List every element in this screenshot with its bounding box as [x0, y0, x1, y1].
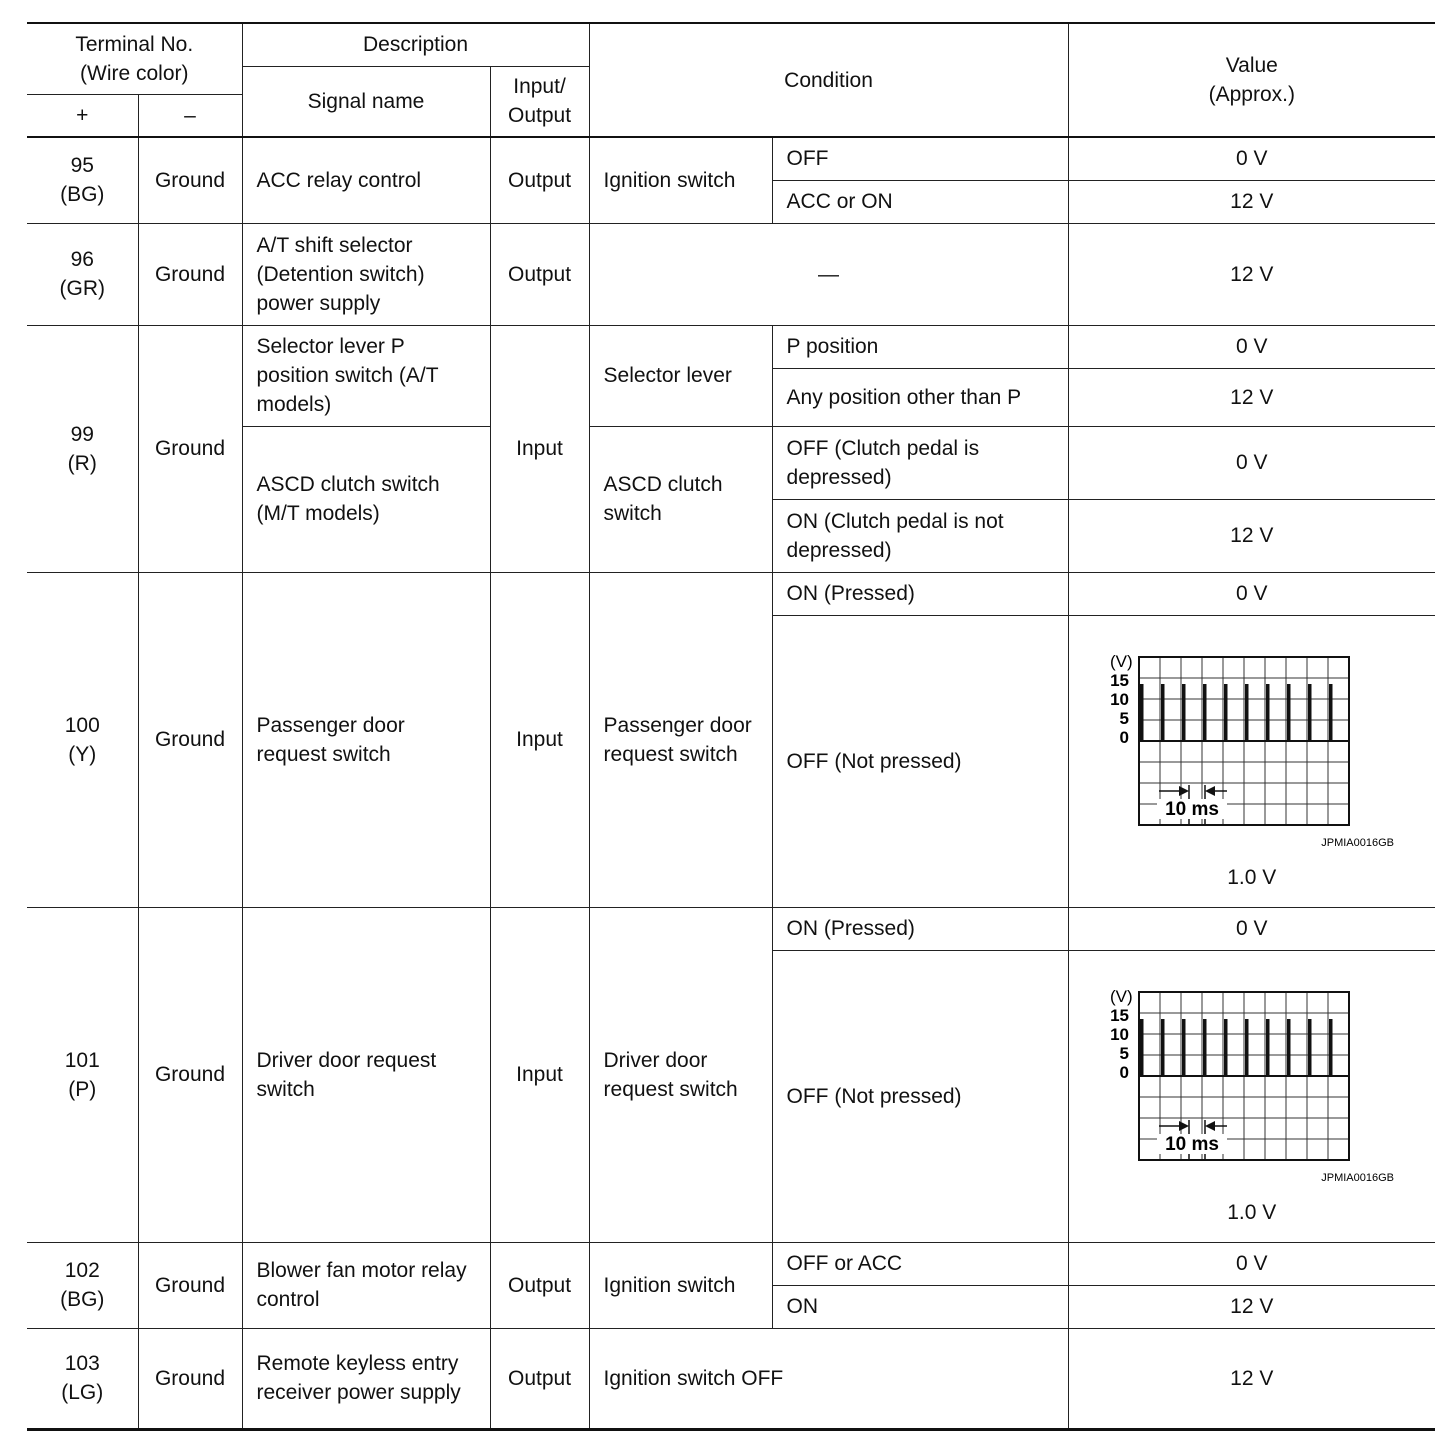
subcondition-cell: OFF [772, 137, 1068, 180]
ground-cell: Ground [138, 325, 242, 572]
value-cell: 0 V [1068, 325, 1435, 368]
tick-label: 10 [1109, 689, 1129, 709]
signal-cell: Driver door request switch [242, 907, 490, 1242]
figure-code: JPMIA0016GB [1320, 836, 1394, 849]
value-cell: 12 V [1068, 180, 1435, 223]
terminal-cell: 103 (LG) [27, 1328, 138, 1429]
subcondition-cell: ON (Clutch pedal is not depressed) [772, 499, 1068, 572]
table-row [27, 325, 1435, 368]
condition-cell: ASCD clutch switch [589, 426, 772, 572]
subcondition-cell: Any position other than P [772, 368, 1068, 426]
waveform-value-cell [1068, 615, 1435, 907]
condition-cell: — [589, 223, 1068, 325]
condition-cell: Driver door request switch [589, 907, 772, 1242]
table-row [27, 137, 1435, 180]
table-row [27, 1242, 1435, 1285]
condition-cell: Ignition switch [589, 137, 772, 223]
table-row [27, 572, 1435, 615]
plus-header: + [27, 94, 138, 137]
signal-cell: Passenger door request switch [242, 572, 490, 907]
value-cell: 12 V [1068, 1285, 1435, 1328]
subcondition-cell: OFF or ACC [772, 1242, 1068, 1285]
io-cell: Output [490, 1242, 589, 1328]
arrow-head-left-icon [1205, 1121, 1215, 1131]
value-text: 1.0 V [1227, 865, 1277, 889]
io-cell: Output [490, 137, 589, 223]
time-label: 10 ms [1164, 798, 1219, 820]
subcondition-cell: P position [772, 325, 1068, 368]
subcondition-cell: OFF (Not pressed) [772, 615, 1068, 907]
subcondition-cell: OFF (Not pressed) [772, 950, 1068, 1242]
signal-cell: Remote keyless entry receiver power supply [242, 1328, 490, 1429]
minus-header: – [138, 94, 242, 137]
tick-label: 0 [1119, 727, 1129, 747]
subcondition-cell: ON (Pressed) [772, 907, 1068, 950]
signal-cell: ASCD clutch switch (M/T models) [242, 426, 490, 572]
waveform-graph [1109, 653, 1409, 849]
figure-code: JPMIA0016GB [1320, 1171, 1394, 1184]
unit-label: (V) [1109, 652, 1133, 671]
condition-cell: Ignition switch OFF [589, 1328, 1068, 1429]
signal-cell: Selector lever P position switch (A/T models) [242, 325, 490, 426]
terminal-table [27, 22, 1435, 1431]
signal-name-header: Signal name [242, 66, 490, 137]
tick-label: 5 [1119, 708, 1129, 728]
value-cell: 12 V [1068, 1328, 1435, 1429]
ground-cell: Ground [138, 1242, 242, 1328]
tick-label: 15 [1109, 1005, 1129, 1025]
value-cell: 0 V [1068, 137, 1435, 180]
value-text: 1.0 V [1227, 1200, 1277, 1224]
io-cell: Output [490, 223, 589, 325]
signal-cell: Blower fan motor relay control [242, 1242, 490, 1328]
terminal-cell: 100 (Y) [27, 572, 138, 907]
value-header: Value (Approx.) [1068, 23, 1435, 137]
arrow-head-right-icon [1179, 786, 1189, 796]
ground-cell: Ground [138, 907, 242, 1242]
table-row [27, 223, 1435, 325]
terminal-header: Terminal No. (Wire color) [27, 23, 242, 94]
terminal-cell: 102 (BG) [27, 1242, 138, 1328]
terminal-cell: 101 (P) [27, 907, 138, 1242]
ground-cell: Ground [138, 1328, 242, 1429]
condition-cell: Ignition switch [589, 1242, 772, 1328]
io-header: Input/ Output [490, 66, 589, 137]
table-row [27, 907, 1435, 950]
terminal-cell: 99 (R) [27, 325, 138, 572]
tick-label: 0 [1119, 1062, 1129, 1082]
value-cell: 12 V [1068, 223, 1435, 325]
io-cell: Input [490, 572, 589, 907]
table-row [27, 1328, 1435, 1429]
time-label: 10 ms [1164, 1133, 1219, 1155]
terminal-cell: 95 (BG) [27, 137, 138, 223]
condition-header: Condition [589, 23, 1068, 137]
value-cell: 0 V [1068, 426, 1435, 499]
value-cell: 12 V [1068, 368, 1435, 426]
value-cell: 0 V [1068, 572, 1435, 615]
description-header: Description [242, 23, 589, 66]
subcondition-cell: ACC or ON [772, 180, 1068, 223]
value-cell: 0 V [1068, 1242, 1435, 1285]
ground-cell: Ground [138, 137, 242, 223]
io-cell: Input [490, 907, 589, 1242]
waveform-graph [1109, 988, 1409, 1184]
signal-cell: ACC relay control [242, 137, 490, 223]
ground-cell: Ground [138, 223, 242, 325]
signal-cell: A/T shift selector (Detention switch) power supply [242, 223, 490, 325]
io-cell: Output [490, 1328, 589, 1429]
arrow-head-left-icon [1205, 786, 1215, 796]
tick-label: 5 [1119, 1043, 1129, 1063]
ground-cell: Ground [138, 572, 242, 907]
arrow-head-right-icon [1179, 1121, 1189, 1131]
io-cell: Input [490, 325, 589, 572]
subcondition-cell: ON [772, 1285, 1068, 1328]
value-cell: 12 V [1068, 499, 1435, 572]
unit-label: (V) [1109, 987, 1133, 1006]
waveform-value-cell [1068, 950, 1435, 1242]
terminal-cell: 96 (GR) [27, 223, 138, 325]
subcondition-cell: ON (Pressed) [772, 572, 1068, 615]
subcondition-cell: OFF (Clutch pedal is depressed) [772, 426, 1068, 499]
tick-label: 15 [1109, 670, 1129, 690]
tick-label: 10 [1109, 1024, 1129, 1044]
condition-cell: Selector lever [589, 325, 772, 426]
value-cell: 0 V [1068, 907, 1435, 950]
condition-cell: Passenger door request switch [589, 572, 772, 907]
